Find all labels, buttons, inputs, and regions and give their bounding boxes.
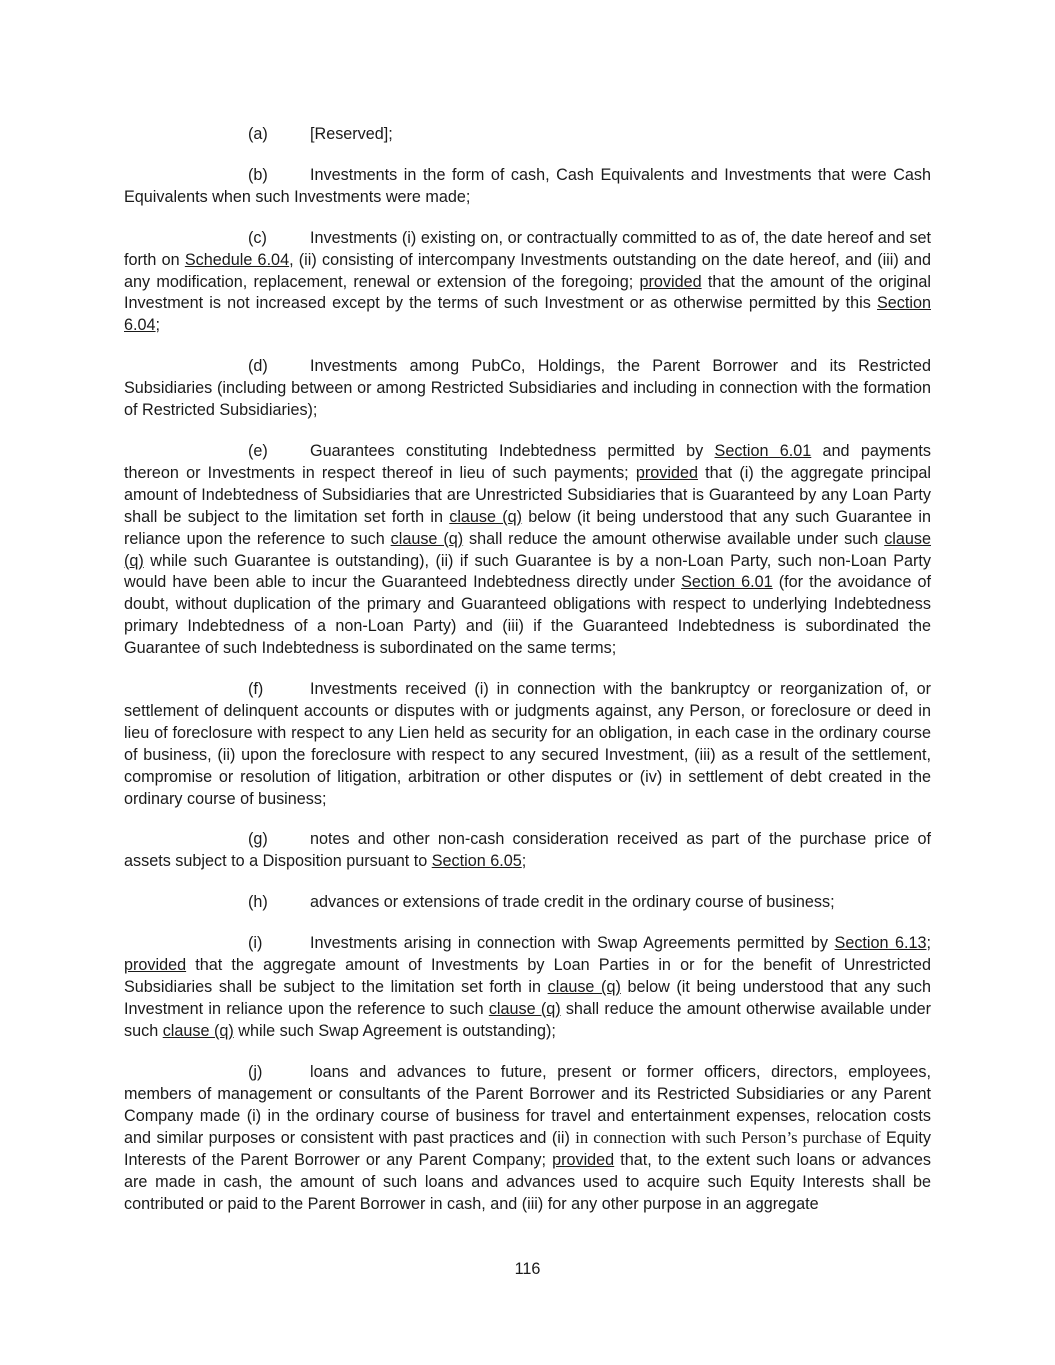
clause-text: shall reduce the amount otherwise available under such xyxy=(124,999,931,1040)
clause-text: notes and other non-cash consideration received as part of the purchase price of assets subject to a Disposition pursuant to xyxy=(124,830,931,871)
provided-term: provided xyxy=(124,956,187,975)
clause-text: Investments among PubCo, Holdings, the Parent Borrower and its Restricted Subsidiaries (including between or among Restricted Subsidiaries and including in connection with the formation of Restricted Subsidiaries); xyxy=(124,357,931,420)
clause-label: (e) xyxy=(248,441,268,460)
clause-text: that, to the extent such loans or advances are made in cash, the amount of such loans and advances used to acquire such Equity Interests shall be contributed or paid to the Parent Borrower in cash, and (iii) for any other purpose in an aggregate xyxy=(124,1151,931,1214)
clause-text: advances or extensions of trade credit in the ordinary course of business; xyxy=(310,893,835,912)
clause-j xyxy=(124,1062,931,1216)
clause-label: (g) xyxy=(248,830,268,849)
clause-label: (f) xyxy=(248,680,264,699)
provided-term: provided xyxy=(635,463,698,482)
cross-reference: Section 6.01 xyxy=(714,441,812,460)
clause-text: while such Guarantee is outstanding), (ii) if such Guarantee is by a non-Loan Party, such non-Loan Party would have been able to incur the Guaranteed Indebtedness directly under xyxy=(124,551,931,592)
cross-reference: Section 6.05 xyxy=(431,852,522,871)
clause-text: , (ii) consisting of intercompany Investments outstanding on the date hereof, and (iii) and any modification, replacement, renewal or extension of the foregoing; xyxy=(124,250,931,291)
clause-text: ; xyxy=(521,852,527,871)
clause-label: (d) xyxy=(248,357,268,376)
clause-f xyxy=(124,679,931,810)
clause-text: Investments (i) existing on, or contractually committed to as of, the date hereof and set forth on xyxy=(124,228,931,269)
clause-g xyxy=(124,829,931,873)
cross-reference: clause (q) xyxy=(390,529,464,548)
cross-reference: Section 6.01 xyxy=(681,573,773,592)
clause-c xyxy=(124,228,931,338)
cross-reference: clause (q) xyxy=(449,507,523,526)
clause-a xyxy=(124,124,931,146)
document-body xyxy=(124,124,931,1235)
clause-label: (b) xyxy=(248,165,268,184)
cross-reference: clause (q) xyxy=(162,1021,234,1040)
clause-label: (i) xyxy=(248,934,263,953)
clause-label: (j) xyxy=(248,1062,263,1081)
clause-d xyxy=(124,356,931,422)
cross-reference: Section 6.04 xyxy=(124,294,931,335)
clause-label: (h) xyxy=(248,893,268,912)
clause-text: (for the avoidance of doubt, without duplication of the primary and Guaranteed obligations with respect to underlying Indebtedness primary Indebtedness of a non-Loan Party) and (iii) if the Guaranteed Indebtedness is subordinated the Guarantee of such Indebtedness is subordinated on the same terms; xyxy=(124,573,932,658)
clause-text: Equity Interests of the Parent Borrower or any Parent Company; xyxy=(124,1129,931,1170)
clause-text: below (it being understood that any such Guarantee in reliance upon the reference to such xyxy=(124,507,931,548)
clause-label: (c) xyxy=(248,228,267,247)
clause-text: ; xyxy=(926,934,932,953)
provided-term: provided xyxy=(639,272,702,291)
cross-reference: Schedule 6.04 xyxy=(184,250,290,269)
cross-reference: clause (q) xyxy=(547,978,621,996)
clause-text: Guarantees constituting Indebtedness permitted by xyxy=(310,441,715,460)
cross-reference: clause (q) xyxy=(124,529,931,570)
clause-text: Investments in the form of cash, Cash Equivalents and Investments that were Cash Equivalents when such Investments were made; xyxy=(124,165,931,206)
provided-term: provided xyxy=(552,1151,615,1170)
clause-text: shall reduce the amount otherwise available under such xyxy=(463,529,885,548)
clause-text: [Reserved]; xyxy=(310,125,393,143)
cross-reference: Section 6.13 xyxy=(834,934,927,953)
clause-text-serif: in connection with such Person’s purchase of xyxy=(575,1128,881,1148)
clause-text: and payments thereon or Investments in respect thereof in lieu of such payments; xyxy=(124,441,931,482)
clause-text: loans and advances to future, present or former officers, directors, employees, members of management or consultants of the Parent Borrower and its Restricted Subsidiaries or any Parent Company made (i) in the ordinary course of business for travel and entertainment expenses, relocation costs and similar purposes or consistent with past practices and (ii) xyxy=(124,1062,931,1148)
clause-text: that the amount of the original Investment is not increased except by the terms of such Investment or as otherwise permitted by this xyxy=(124,272,931,313)
page-number: 116 xyxy=(514,1260,541,1278)
clause-label: (a) xyxy=(248,125,268,143)
cross-reference: clause (q) xyxy=(488,999,561,1018)
clause-text: Investments received (i) in connection with the bankruptcy or reorganization of, or settlement of delinquent accounts or disputes with or judgments against, any Person, or foreclosure or deed in lieu of foreclosure with respect to any Lien held as security for an obligation, in each case in the ordinary course of business, (ii) upon the foreclosure with respect to any secured Investment, (iii) as a result of the settlement, compromise or resolution of litigation, arbitration or other disputes or (iv) in settlement of debt created in the ordinary course of business; xyxy=(124,680,931,808)
clause-e xyxy=(124,441,931,660)
clause-text: below (it being understood that any such Investment in reliance upon the reference to such xyxy=(124,978,931,1018)
clause-text: that the aggregate amount of Investments by Loan Parties in or for the benefit of Unrestricted Subsidiaries shall be subject to the limitation set forth in xyxy=(124,956,931,996)
clause-text: while such Swap Agreement is outstanding); xyxy=(233,1021,556,1040)
clause-text: that (i) the aggregate principal amount of Indebtedness of Subsidiaries that are Unrestricted Subsidiaries that is Guaranteed by any Loan Party shall be subject to the limitation set forth in xyxy=(124,463,931,526)
clause-text: ; xyxy=(155,316,161,335)
clause-i xyxy=(124,933,931,1043)
clause-b xyxy=(124,165,931,209)
clause-text: Investments arising in connection with Swap Agreements permitted by xyxy=(310,934,835,953)
clause-h xyxy=(124,892,931,914)
